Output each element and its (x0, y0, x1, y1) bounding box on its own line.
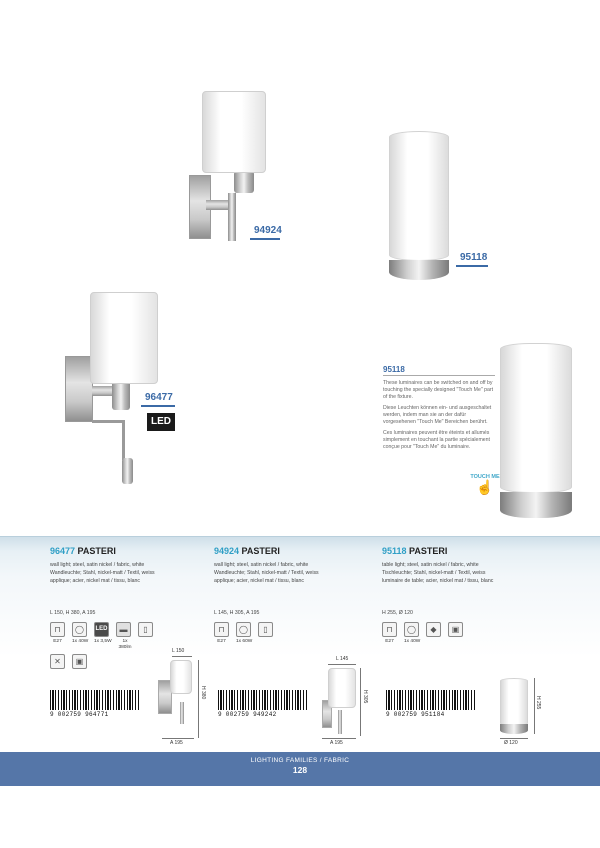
lumen-icon: ▬ (116, 622, 131, 637)
page-footer (0, 752, 600, 786)
page-number: 128 (292, 765, 308, 775)
product-dimensions: L 145, H 305, A 195 (214, 610, 260, 616)
touch-me-info (383, 366, 495, 455)
touch-info-fr: Ces luminaires peuvent être éteints et allumés simplement en touchant la partie spécialement conçue pour "Touch Me" du luminaire. (383, 430, 490, 450)
product-description: wall light; steel, satin nickel / fabric, white Wandleuchte; Stahl, nickel-matt / Textil, weiss applique; acier, nickel mat / tissu, blanc (214, 562, 319, 585)
product-94924 (214, 546, 374, 586)
barcode-94924: 9 002759 949242 (218, 690, 308, 718)
spec-icons: ⊓ E27 ◯ 1x 40W LED 1x 3,5W ▬ 1x 380lm ▯ (50, 622, 153, 650)
led-badge: LED (147, 413, 175, 431)
protection-class-icon: ▣ (448, 622, 463, 637)
product-96477 (50, 546, 210, 586)
product-dimensions: L 150, H 380, A 195 (50, 610, 96, 616)
spec-icons: ⊓ E27 ◯ 1x 40W ◆ ▣ (382, 622, 463, 645)
catalog-page: 94924 95118 96477 LED 95118 These luminaires can be switched on and off by touching the specially designed "Touch Me" part of the fixture. Diese Leuchten können ein- und ausgeschaltet werden, indem man sie an der dafür vorgesehenen "Touch Me" Bereichen berührt. Ces luminaires peuvent être éteints et allumés simplement en touchant la partie spécialement conçue pour "Touch Me" du luminaire. TOUCH ME ☝ 96477 PASTERI wall light; steel, satin nickel / fabric, white Wandleuchte; Stahl, nickel-matt / Textil, weiss applique; acier, nickel mat / tissu, blanc L 150, H 380, A 195 ⊓ E27 ◯ 1x 40W LED 1x 3,5W ▬ 1x 380lm ▯ ✕ ▣ 9 002759 964771 L 150 H 380 A 195 94924 PASTERI wall light; steel, satin nickel / fabric, white Wandleuchte; Stahl, nickel-matt / Textil, weiss applique; acier, nickel mat / tissu, blanc L 145, H 305, A 195 ⊓ E27 ◯ 1x 60W ▯ 9 002759 949242 L 145 H 305 A 195 95118 PASTERI table light; steel, satin nickel / fabric, white Tischleuchte; Stahl, nickel-matt / Textil, weiss luminaire de table; acier, nickel mat / tissu, blanc H 255, Ø 120 ⊓ E27 ◯ 1x 40W ◆ ▣ 9 002759 951184 H 255 Ø 120 LIGHTING FAMILIES / FABRIC 128 (0, 0, 600, 848)
product-95118 (382, 546, 542, 586)
touch-info-number: 95118 (383, 365, 405, 374)
touch-icon: ◆ (426, 622, 441, 637)
product-title: 96477 PASTERI (50, 546, 116, 556)
product-title: 95118 PASTERI (382, 546, 448, 556)
hand-icon: ☝ (476, 479, 494, 495)
switch-icon: ▯ (258, 622, 273, 637)
bulb-icon: ◯ (236, 622, 251, 637)
touch-me-badge: TOUCH ME ☝ (470, 474, 500, 495)
socket-icon: ⊓ (214, 622, 229, 637)
led-icon: LED (94, 622, 109, 637)
flexible-arm-icon: ✕ (50, 654, 65, 669)
touch-info-de: Diese Leuchten können ein- und ausgeschaltet werden, indem man sie an der dafür vorgesehenen "Touch Me" Bereichen berührt. (383, 405, 492, 425)
product-title: 94924 PASTERI (214, 546, 280, 556)
bulb-icon: ◯ (72, 622, 87, 637)
photo-label-94924: 94924 (254, 225, 282, 236)
barcode-95118: 9 002759 951184 (386, 690, 476, 718)
touch-info-en: These luminaires can be switched on and off by touching the specially designed "Touch Me" part of the fixture. (383, 380, 494, 400)
photo-label-96477: 96477 (145, 392, 173, 403)
socket-icon: ⊓ (50, 622, 65, 637)
product-description: table light; steel, satin nickel / fabric, white Tischleuchte; Stahl, nickel-matt / Textil, weiss luminaire de table; acier, nickel mat / tissu, blanc (382, 562, 494, 585)
spec-icons-2 (50, 654, 87, 669)
switch-icon: ▯ (138, 622, 153, 637)
protection-class-icon: ▣ (72, 654, 87, 669)
product-dimensions: H 255, Ø 120 (382, 610, 413, 616)
spec-icons: ⊓ E27 ◯ 1x 60W ▯ (214, 622, 273, 645)
barcode-96477: 9 002759 964771 (50, 690, 140, 718)
socket-icon: ⊓ (382, 622, 397, 637)
bulb-icon: ◯ (404, 622, 419, 637)
photo-label-95118: 95118 (460, 252, 488, 263)
footer-section: LIGHTING FAMILIES / FABRIC (250, 757, 350, 764)
product-description: wall light; steel, satin nickel / fabric, white Wandleuchte; Stahl, nickel-matt / Textil, weiss applique; acier, nickel mat / tissu, blanc (50, 562, 155, 585)
